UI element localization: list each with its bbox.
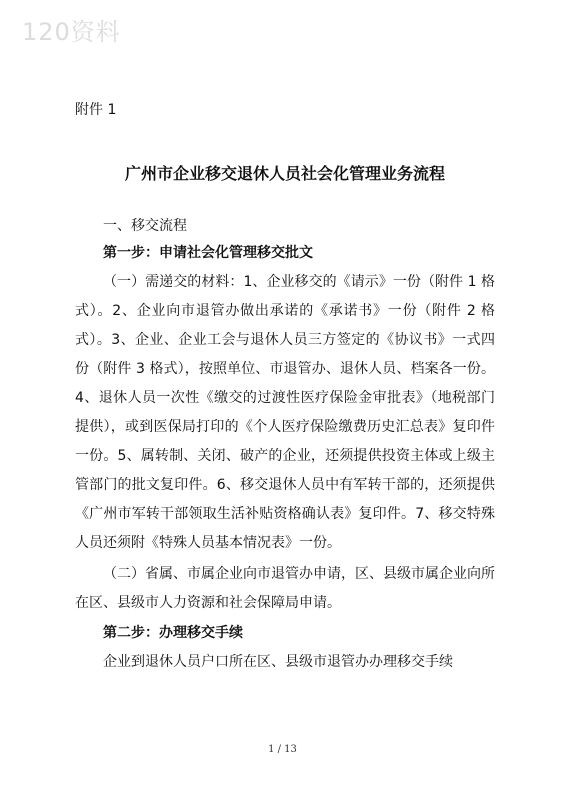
step1-materials-paragraph: （一）需递交的材料：1、企业移交的《请示》一份（附件 1 格式）。2、企业向市退管办做出承诺的《承诺书》一份（附件 2 格式）。3、企业、企业工会与退休人员三方签定的《协议书》一式四份（附件 3 格式），按照单位、市退管办、退休人员、档案各一份。4、退休人员一次性《缴交的过渡性医疗保险金审批表》（地税部门提供），或到医保局打印的《个人医疗保险缴费历史汇总表》复印件一份。5、属转制、关闭、破产的企业，还须提供投资主体或上级主管部门的批文复印件。6、移交退休人员中有军转干部的，还须提供《广州市军转干部领取生活补贴资格确认表》复印件。7、移交特殊人员还须附《特殊人员基本情况表》一份。 [75, 274, 495, 551]
page-number: 1 / 13 [268, 744, 297, 755]
attachment-label: 附件 1 [75, 102, 117, 118]
step2-paragraph: 企业到退休人员户口所在区、县级市退管办办理移交手续 [103, 654, 453, 670]
step1-heading: 第一步：申请社会化管理移交批文 [103, 245, 313, 261]
step2-heading: 第二步：办理移交手续 [103, 625, 243, 641]
watermark-logo: 120资料 [22, 18, 121, 46]
document-title: 广州市企业移交退休人员社会化管理业务流程 [124, 164, 445, 183]
document-page [75, 100, 495, 677]
step1-application-paragraph: （二）省属、市属企业向市退管办申请，区、县级市属企业向所在区、县级市人力资源和社会保障局申请。 [75, 566, 495, 611]
section-heading-transfer-process: 一、移交流程 [103, 218, 187, 234]
